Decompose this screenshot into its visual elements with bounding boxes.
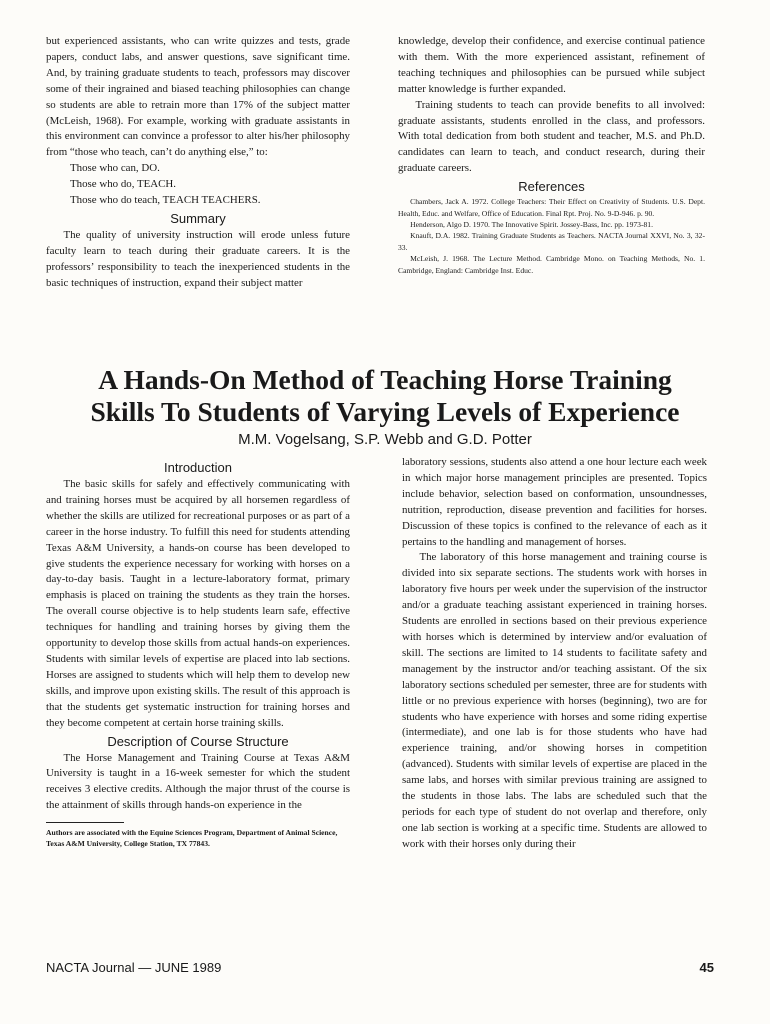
footnote-divider [46, 822, 124, 823]
reference-item: McLeish, J. 1968. The Lecture Method. Cambridge Mono. on Teaching Methods, No. 1. Cambridge, England: Cambridge Inst. Educ. [398, 254, 705, 275]
paragraph: laboratory sessions, students also attend a one hour lecture each week in which major horse management principles are presented. Topics include behavior, selection based on conformation, unsoundnesses, nutrition, reproduction, disease prevention and facilities for horses. Discussion of these topics is confined to the relevance of each as it pertains to the handling and management of horses. [402, 456, 707, 548]
summary-heading: Summary [170, 210, 226, 226]
verse-line: Those who can, DO. [70, 162, 160, 175]
paragraph: knowledge, develop their confidence, and exercise continual patience with them. With the more experienced assistant, refinement of teaching techniques and philosophies can be pursued while subject matter knowledge is further expanded. [398, 35, 705, 95]
verse-block [46, 161, 350, 209]
paragraph: The quality of university instruction will erode unless future faculty learn to teach during their graduate careers. It is the professors’ responsibility to teach the inexperienced students in the basic techniques of instruction, expand their subject matter [46, 228, 350, 289]
author-footnote: Authors are associated with the Equine Sciences Program, Department of Animal Science, Texas A&M University, College Station, TX 77843. [46, 828, 338, 849]
reference-item: Knauft, D.A. 1982. Training Graduate Students as Teachers. NACTA Journal XXVI, No. 3, 32-33. [398, 231, 705, 252]
references-heading: References [518, 179, 585, 195]
paragraph: The basic skills for safely and effectively communicating with and training horses must be acquired by all horsemen regardless of whether the skills are utilized for recreational purposes or as part of a career in the horse industry. To fulfill this need for students attending Texas A&M University, a hands-on course has been developed to give students the experience necessary for working with horses on a day-to-day basis. Taught in a lecture-laboratory format, primary emphasis is placed on training the students as they train the horses. The overall course objective is to help students learn safe, effective techniques for handling and training horses by giving them the opportunity to develop those skills from actual hands-on experiences. Students with similar levels of expertise are placed into lab sections. Horses are assigned to students which will help them to develop new skills, and improve upon existing skills. The result of this approach is that the students get systematic instruction for training horses and they become competent at certain horse training skills. [46, 478, 350, 729]
paragraph: but experienced assistants, who can write quizzes and tests, grade papers, conduct labs, and answer questions, save significant time. And, by training graduate students to teach, professors may discover some of their ingrained and biased teaching philosophies can change so students are able to retrain more than 17% of the subject matter (McLeish, 1968). For example, working with graduate assistants in this environment can convince a professor to alter his/her philosophy from “those who teach, can’t do anything else,” to: [46, 35, 350, 159]
page-number: 45 [699, 960, 714, 975]
reference-item: Henderson, Algo D. 1970. The Innovative Spirit. Jossey-Bass, Inc. pp. 1973-81. [410, 219, 653, 229]
paragraph: Training students to teach can provide benefits to all involved: graduate assistants, students enrolled in the class, and professors. With total dedication from both student and teacher, M.S. and Ph.D. candidates can learn to teach, and conduct research, during their graduate careers. [398, 98, 705, 175]
reference-item: Chambers, Jack A. 1972. College Teachers: Their Effect on Creativity of Students. U.S. Dept. Health, Educ. and Welfare, Office of Education. Final Rpt. Proj. No. 9-D-946. p. 90. [398, 197, 705, 218]
article-authors: M.M. Vogelsang, S.P. Webb and G.D. Potter [238, 431, 532, 448]
paragraph: The laboratory of this horse management and training course is divided into six separate sections. The students work with horses in laboratory five hours per week under the supervision of the instructor and/or a graduate teaching assistant experienced in training horses. Students are enrolled in sections based on their previous experience with horses which is determined by interview and/or evaluation of skill. The sections are limited to 14 students to facilitate safety and management by the instructor and/or teaching assistant. Of the six laboratory sections scheduled per semester, three are for students with little or no previous experience with horses (beginning), two are for students who have experience with horses and some riding expertise (intermediate), and one lab is for those students who have had experience training, and/or showing horses in competition (advanced). Students with similar levels of expertise are placed in the same labs, and horses with similar previous training are assigned to the students in those labs. The labs are scheduled such that the periods for each type of student do not overlap and therefore, only one lab section is working at a specific time. Students are allowed to work with their horses only during their [402, 551, 708, 850]
references-list [398, 196, 705, 276]
bottom-right-column [402, 455, 707, 853]
verse-line: Those who do, TEACH. [70, 178, 176, 191]
description-heading: Description of Course Structure [107, 733, 289, 749]
title-line: A Hands-On Method of Teaching Horse Training [98, 364, 672, 395]
top-left-column [46, 34, 350, 292]
journal-footer: NACTA Journal — JUNE 1989 [46, 960, 222, 975]
paragraph: The Horse Management and Training Course at Texas A&M University is taught in a 16-week semester for which the student receives 3 elective credits. Although the major thrust of the course is the attainment of skills through hands-on experience in the [46, 751, 350, 812]
article-title [0, 364, 770, 428]
top-right-column [398, 34, 705, 276]
introduction-heading: Introduction [164, 460, 232, 475]
bottom-left-column [46, 458, 350, 849]
title-line: Skills To Students of Varying Levels of Experience [90, 396, 680, 427]
verse-line: Those who do teach, TEACH TEACHERS. [70, 194, 261, 207]
